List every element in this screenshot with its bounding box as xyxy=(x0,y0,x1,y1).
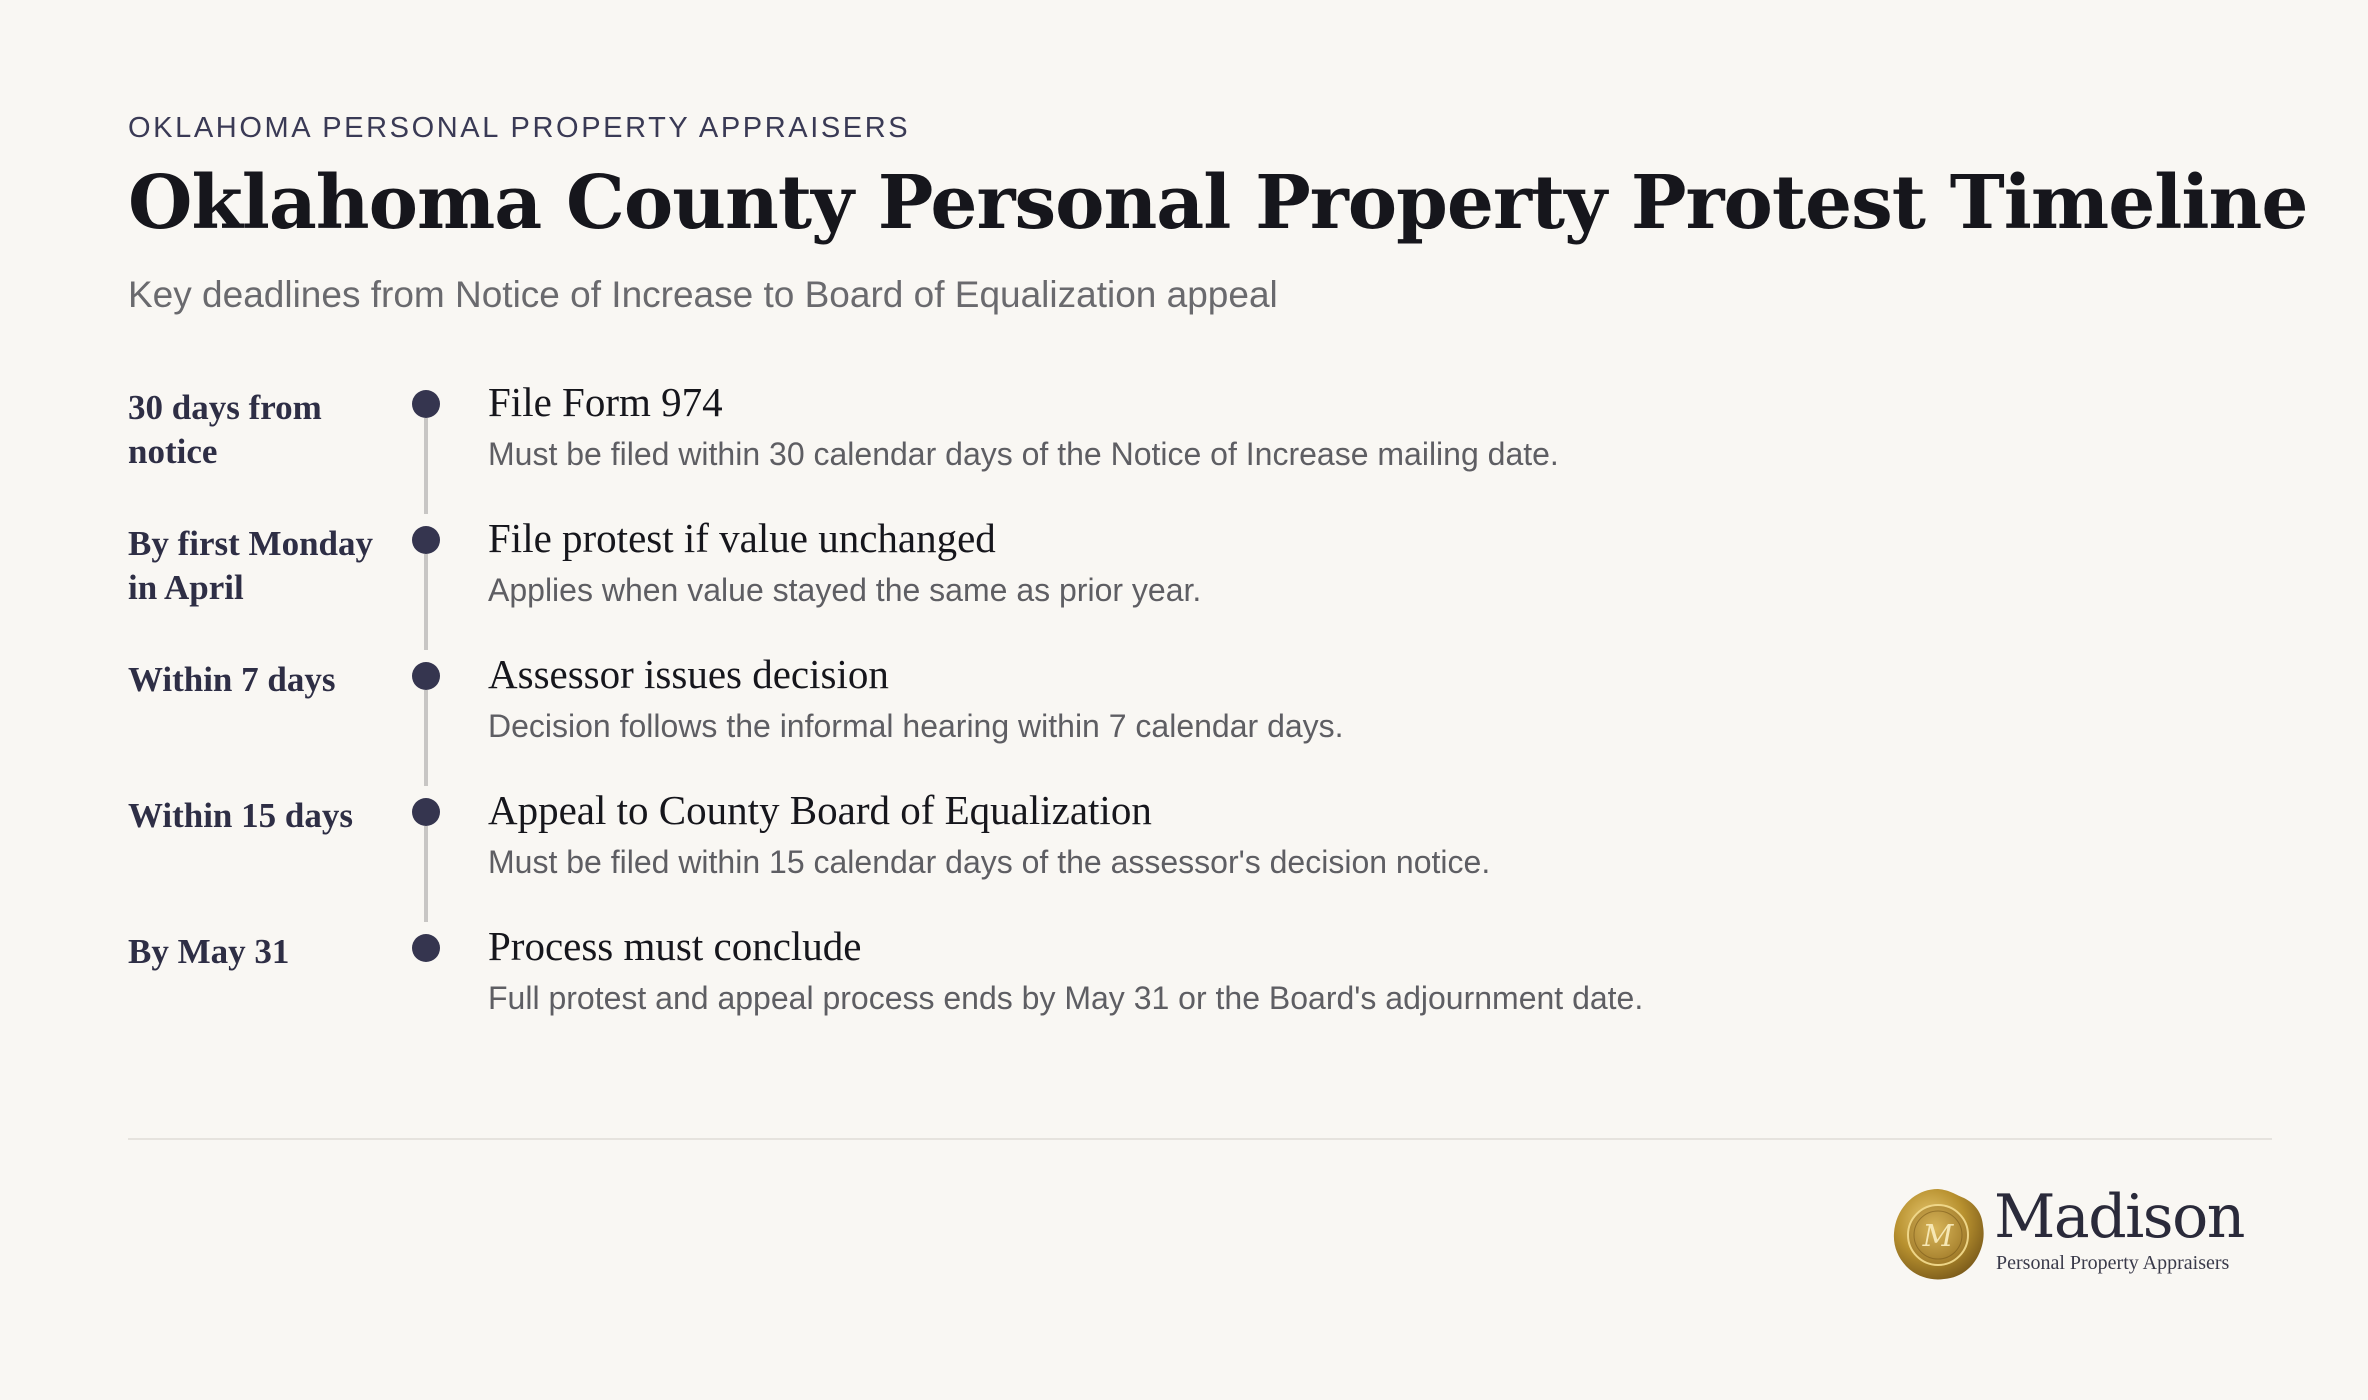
step-description: Must be filed within 30 calendar days of the Notice of Increase mailing date. xyxy=(488,436,1559,472)
step-deadline: Within 7 days xyxy=(128,660,336,699)
timeline-step xyxy=(128,650,2128,786)
timeline-step xyxy=(128,514,2128,650)
eyebrow-label: OKLAHOMA PERSONAL PROPERTY APPRAISERS xyxy=(128,112,911,144)
step-deadline: 30 days from notice xyxy=(128,388,322,471)
timeline-dot xyxy=(412,662,440,690)
step-title: Appeal to County Board of Equalization xyxy=(488,787,1152,833)
step-description: Full protest and appeal process ends by May 31 or the Board's adjournment date. xyxy=(488,980,1644,1016)
step-deadline: By May 31 xyxy=(128,932,290,971)
timeline-connector xyxy=(424,418,428,514)
logo-wordmark: Madison xyxy=(1994,1182,2244,1252)
madison-logo xyxy=(1890,1182,2260,1282)
step-title: Process must conclude xyxy=(488,923,862,969)
step-title: File Form 974 xyxy=(488,379,723,425)
page xyxy=(128,0,2308,1400)
timeline-step xyxy=(128,786,2128,922)
wax-seal-icon xyxy=(1890,1186,1986,1282)
step-description: Decision follows the informal hearing within 7 calendar days. xyxy=(488,708,1344,744)
page-title: Oklahoma County Personal Property Protest Timeline xyxy=(128,160,2308,246)
timeline-connector xyxy=(424,690,428,786)
seal-monogram: M xyxy=(1922,1219,1954,1254)
timeline-dot xyxy=(412,526,440,554)
step-title: File protest if value unchanged xyxy=(488,515,996,561)
timeline-dot xyxy=(412,390,440,418)
timeline-dot xyxy=(412,934,440,962)
timeline-step xyxy=(128,922,2128,1058)
step-description: Applies when value stayed the same as prior year. xyxy=(488,572,1202,608)
timeline-connector xyxy=(424,826,428,922)
timeline-connector xyxy=(424,554,428,650)
step-description: Must be filed within 15 calendar days of the assessor's decision notice. xyxy=(488,844,1491,880)
footer-divider xyxy=(128,1138,2272,1140)
step-deadline: Within 15 days xyxy=(128,796,353,835)
timeline-step xyxy=(128,378,2128,514)
page-subtitle: Key deadlines from Notice of Increase to Board of Equalization appeal xyxy=(128,274,1278,315)
step-title: Assessor issues decision xyxy=(488,651,889,697)
step-deadline: By first Monday in April xyxy=(128,524,373,607)
timeline-dot xyxy=(412,798,440,826)
logo-tagline: Personal Property Appraisers xyxy=(1996,1252,2230,1274)
